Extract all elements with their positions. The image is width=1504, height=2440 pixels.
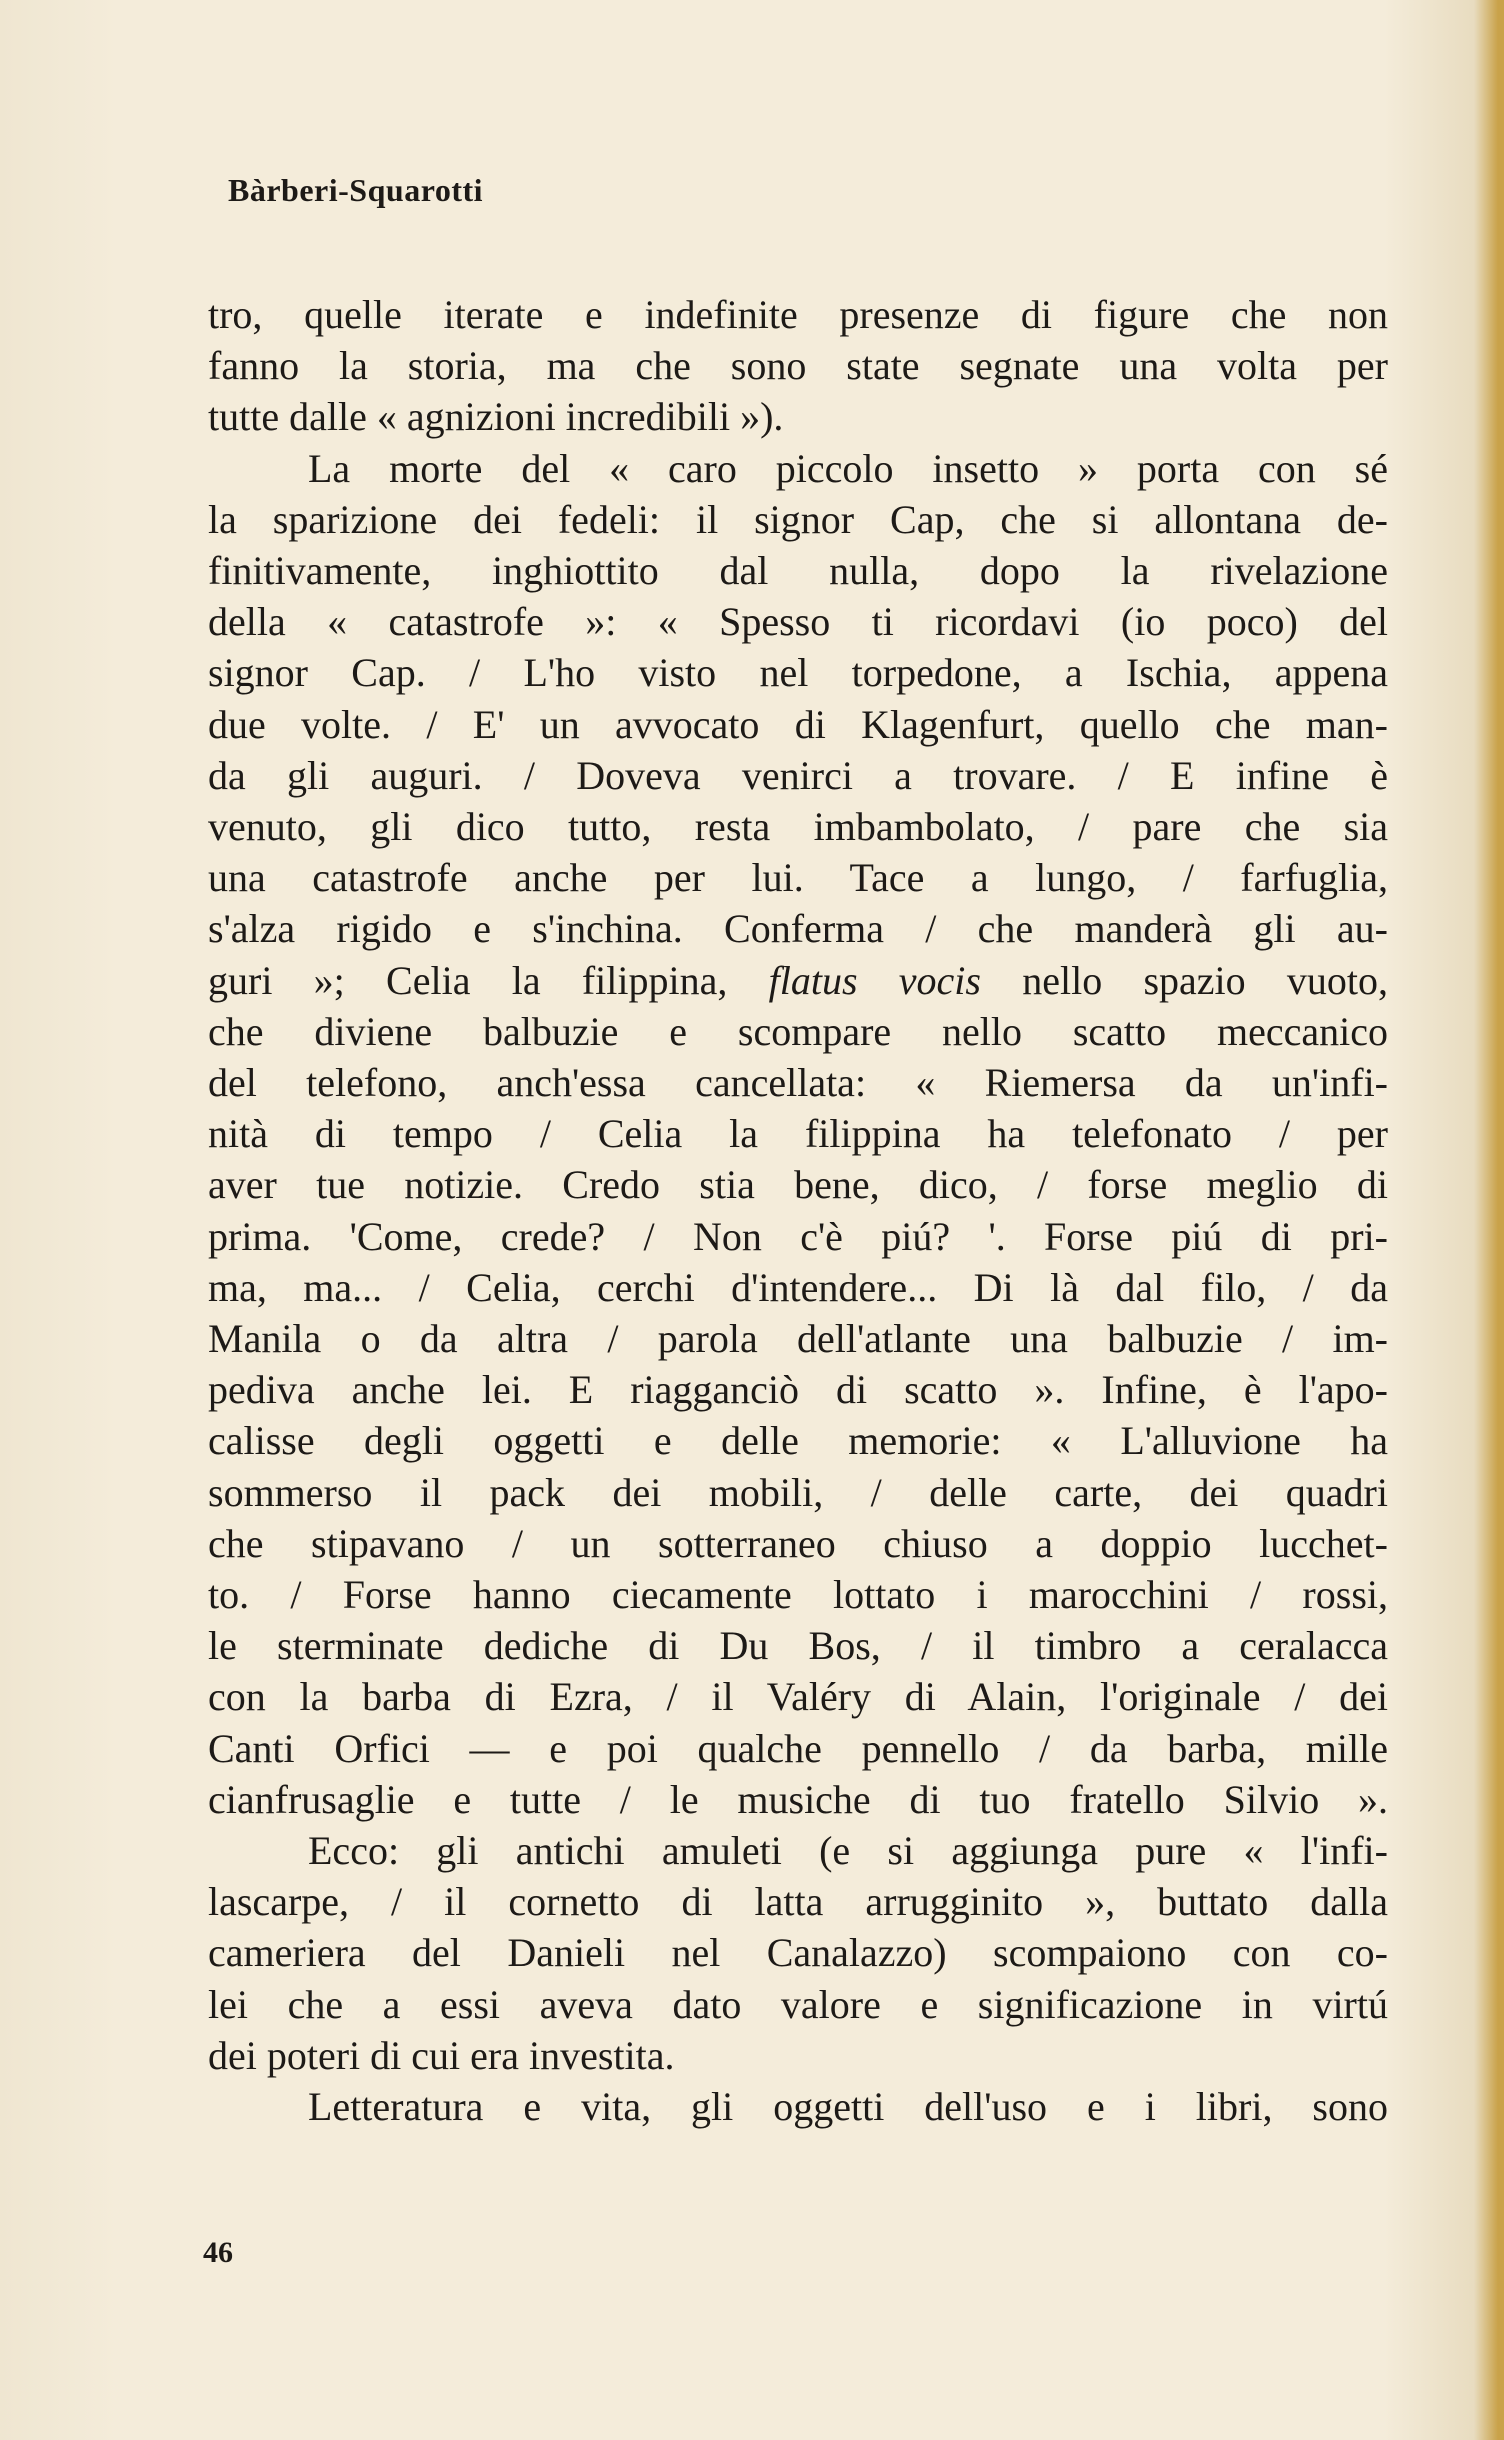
line-text: Manila o da altra / parola dell'atlante una balbuzie / im- (208, 1316, 1388, 1361)
text-line (208, 341, 1388, 391)
line-text: finitivamente, inghiottito dal nulla, dopo la rivelazione (208, 548, 1388, 593)
line-text: pediva anche lei. E riagganciò di scatto ». Infine, è l'apo- (208, 1367, 1388, 1412)
line-text-after: nello spazio vuoto, (980, 958, 1389, 1003)
text-line (308, 444, 1388, 494)
line-text: Canti Orfici — e poi qualche pennello / da barba, mille (208, 1726, 1388, 1771)
text-line (208, 1263, 1388, 1313)
line-text: venuto, gli dico tutto, resta imbambolato, / pare che sia (208, 804, 1388, 849)
text-line (208, 956, 1388, 1006)
line-text: con la barba di Ezra, / il Valéry di Alain, l'originale / dei (208, 1674, 1388, 1719)
line-text: sommerso il pack dei mobili, / delle carte, dei quadri (208, 1470, 1388, 1515)
text-line (208, 648, 1388, 698)
text-line (208, 1212, 1388, 1262)
text-line (208, 751, 1388, 801)
line-text: guri »; Celia la filippina, (208, 958, 769, 1003)
line-text: cameriera del Danieli nel Canalazzo) scompaiono con co- (208, 1930, 1388, 1975)
line-text: Letteratura e vita, gli oggetti dell'uso e i libri, sono (308, 2084, 1388, 2129)
line-text: che diviene balbuzie e scompare nello scatto meccanico (208, 1009, 1388, 1054)
text-line (208, 1365, 1388, 1415)
text-line (208, 1877, 1388, 1927)
line-text: signor Cap. / L'ho visto nel torpedone, a Ischia, appena (208, 650, 1388, 695)
line-text: lei che a essi aveva dato valore e significazione in virtú (208, 1982, 1388, 2027)
line-text: del telefono, anch'essa cancellata: « Riemersa da un'infi- (208, 1060, 1388, 1105)
text-line (208, 392, 1388, 442)
text-line (308, 1826, 1388, 1876)
line-text: cianfrusaglie e tutte / le musiche di tuo fratello Silvio ». (208, 1777, 1388, 1822)
page-number: 46 (203, 2236, 233, 2269)
line-text: una catastrofe anche per lui. Tace a lungo, / farfuglia, (208, 855, 1388, 900)
line-text: della « catastrofe »: « Spesso ti ricordavi (io poco) del (208, 599, 1388, 644)
line-text: prima. 'Come, crede? / Non c'è piú? '. Forse piú di pri- (208, 1214, 1388, 1259)
line-text: Ecco: gli antichi amuleti (e si aggiunga pure « l'infi- (308, 1828, 1388, 1873)
text-line (208, 546, 1388, 596)
line-text: calisse degli oggetti e delle memorie: « L'alluvione ha (208, 1418, 1388, 1463)
text-line (208, 2031, 1388, 2081)
text-line (208, 700, 1388, 750)
text-line (208, 1570, 1388, 1620)
line-text: aver tue notizie. Credo stia bene, dico, / forse meglio di (208, 1162, 1388, 1207)
running-head: Bàrberi-Squarotti (228, 172, 484, 208)
line-text: due volte. / E' un avvocato di Klagenfurt, quello che man- (208, 702, 1388, 747)
line-text: le sterminate dediche di Du Bos, / il timbro a ceralacca (208, 1623, 1388, 1668)
text-line (208, 1007, 1388, 1057)
line-text: s'alza rigido e s'inchina. Conferma / che manderà gli au- (208, 906, 1388, 951)
text-line (208, 1058, 1388, 1108)
line-text: La morte del « caro piccolo insetto » porta con sé (308, 446, 1388, 491)
text-line (208, 1160, 1388, 1210)
text-line (208, 290, 1388, 340)
text-line (208, 802, 1388, 852)
text-line (208, 1314, 1388, 1364)
text-line (208, 1519, 1388, 1569)
text-line (208, 1775, 1388, 1825)
line-text: dei poteri di cui era investita. (208, 2033, 675, 2078)
line-text: tro, quelle iterate e indefinite presenze di figure che non (208, 292, 1388, 337)
text-line (208, 1672, 1388, 1722)
line-italic-text: flatus vocis (768, 958, 981, 1003)
text-line (208, 597, 1388, 647)
text-line (208, 853, 1388, 903)
text-line (208, 1468, 1388, 1518)
text-line (208, 495, 1388, 545)
text-line (308, 2082, 1388, 2132)
text-line (208, 1724, 1388, 1774)
text-line (208, 1109, 1388, 1159)
line-text: lascarpe, / il cornetto di latta arrugginito », buttato dalla (208, 1879, 1388, 1924)
line-text: tutte dalle « agnizioni incredibili »). (208, 394, 784, 439)
line-text: fanno la storia, ma che sono state segnate una volta per (208, 343, 1388, 388)
line-text: la sparizione dei fedeli: il signor Cap, che si allontana de- (208, 497, 1388, 542)
line-text: to. / Forse hanno ciecamente lottato i marocchini / rossi, (208, 1572, 1388, 1617)
text-line (208, 1416, 1388, 1466)
text-line (208, 904, 1388, 954)
line-text: che stipavano / un sotterraneo chiuso a doppio lucchet- (208, 1521, 1388, 1566)
line-text: da gli auguri. / Doveva venirci a trovare. / E infine è (208, 753, 1388, 798)
line-text: ma, ma... / Celia, cerchi d'intendere... Di là dal filo, / da (208, 1265, 1388, 1310)
line-text: nità di tempo / Celia la filippina ha telefonato / per (208, 1111, 1388, 1156)
text-line (208, 1928, 1388, 1978)
text-line (208, 1980, 1388, 2030)
text-line (208, 1621, 1388, 1671)
